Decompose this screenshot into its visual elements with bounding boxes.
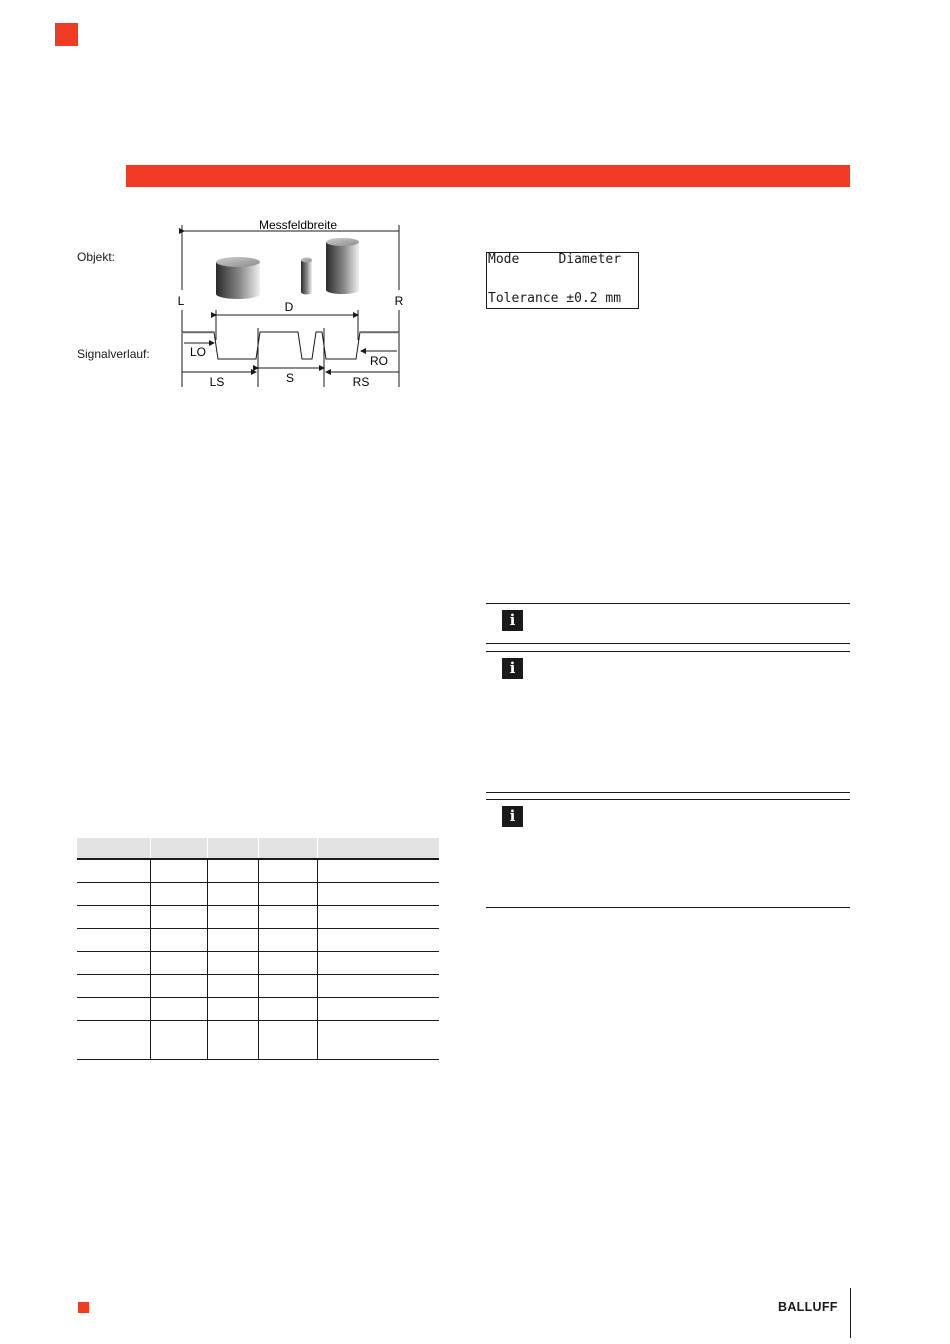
note-3-bottom-rule (486, 907, 850, 908)
table-cell (150, 906, 207, 929)
table-cell (77, 906, 150, 929)
table-cell (150, 929, 207, 952)
section-header-bar (126, 165, 850, 187)
table-row (77, 859, 439, 883)
cylinder-thin (301, 258, 312, 295)
ls-label: LS (209, 375, 225, 389)
footer-marker (78, 1302, 89, 1313)
table-cell (77, 1021, 150, 1060)
table-cell (258, 1021, 317, 1060)
note-2-bottom-rule (486, 792, 850, 793)
table-row (77, 952, 439, 975)
header-cell (150, 838, 207, 859)
table-cell (258, 929, 317, 952)
table-cell (207, 1021, 258, 1060)
left-marker: L (177, 294, 185, 308)
table-cell (207, 859, 258, 883)
table-cell (317, 952, 439, 975)
lcd-display (486, 252, 639, 309)
header-cell (258, 838, 317, 859)
table-cell (150, 859, 207, 883)
info-icon: i (502, 610, 523, 631)
table-cell (258, 906, 317, 929)
table-cell (258, 883, 317, 906)
s-label: S (285, 371, 295, 385)
table-row (77, 1021, 439, 1060)
table-cell (207, 998, 258, 1021)
object-label: Objekt: (77, 250, 116, 264)
lcd-line-2: Tolerance ±0.2 mm (488, 291, 622, 306)
right-offset-label: RO (370, 354, 388, 368)
table-cell (150, 975, 207, 998)
info-icon: i (502, 658, 523, 679)
table-header-row (77, 838, 439, 859)
corner-marker (55, 23, 78, 46)
measuring-field-text: Messfeldbreite (258, 218, 338, 232)
signal-waveform (182, 332, 399, 359)
table-cell (77, 929, 150, 952)
table-cell (258, 975, 317, 998)
table-cell (77, 952, 150, 975)
table-cell (150, 883, 207, 906)
left-offset-label: LO (189, 345, 207, 359)
table-cell (150, 952, 207, 975)
diameter-marker: D (284, 300, 294, 314)
note-1-bottom-rule (486, 643, 850, 644)
table-cell (317, 929, 439, 952)
table-cell (258, 952, 317, 975)
header-cell (77, 838, 150, 859)
note-1-top-rule (486, 603, 850, 604)
measurement-diagram (170, 210, 420, 400)
table-cell (207, 906, 258, 929)
spec-table (77, 838, 439, 1060)
table-cell (77, 883, 150, 906)
table-cell (207, 952, 258, 975)
table-cell (77, 859, 150, 883)
table-row (77, 883, 439, 906)
table-cell (317, 998, 439, 1021)
table-cell (207, 883, 258, 906)
brand-logo: BALLUFF (778, 1300, 838, 1314)
table-cell (317, 883, 439, 906)
table-cell (258, 859, 317, 883)
table-cell (317, 859, 439, 883)
table-cell (150, 998, 207, 1021)
table-cell (77, 998, 150, 1021)
cylinder-wide (216, 257, 260, 299)
signal-label: Signalverlauf: (77, 347, 150, 361)
table-cell (207, 929, 258, 952)
table-cell (150, 1021, 207, 1060)
table-row (77, 998, 439, 1021)
cylinder-tall (326, 238, 359, 294)
table-row (77, 975, 439, 998)
note-2-top-rule (486, 651, 850, 652)
table-cell (317, 906, 439, 929)
rs-label: RS (352, 375, 370, 389)
footer-divider (850, 1288, 851, 1338)
table-cell (317, 1021, 439, 1060)
info-icon: i (502, 806, 523, 827)
header-cell (207, 838, 258, 859)
table-row (77, 906, 439, 929)
table-row (77, 929, 439, 952)
table-cell (77, 975, 150, 998)
table-cell (317, 975, 439, 998)
lcd-line-1: Mode Diameter (488, 252, 622, 267)
note-3-top-rule (486, 799, 850, 800)
table-cell (207, 975, 258, 998)
right-marker: R (394, 294, 404, 308)
header-cell (317, 838, 439, 859)
table-cell (258, 998, 317, 1021)
